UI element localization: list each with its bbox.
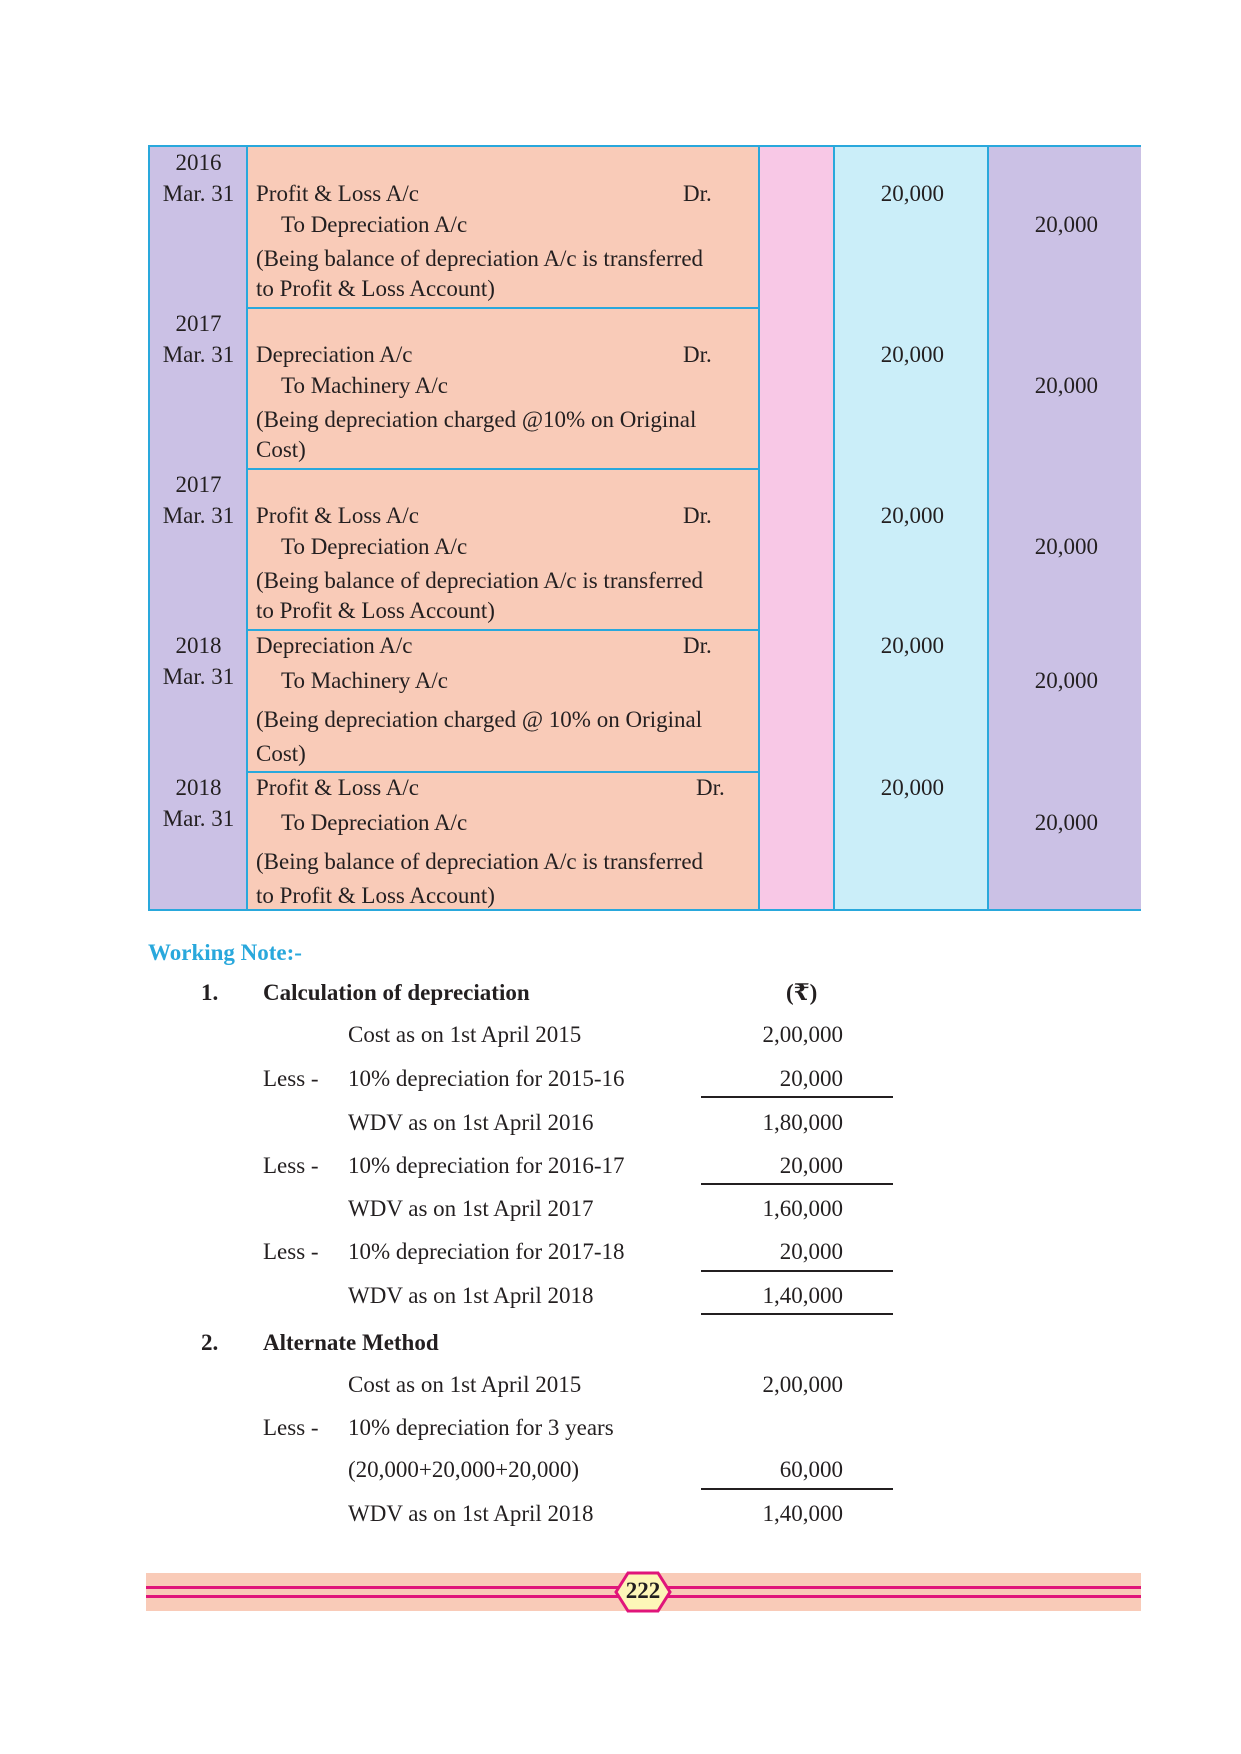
subtotal-rule <box>701 1270 893 1272</box>
currency-symbol: (₹) <box>786 980 818 1005</box>
entry-year: 2018 <box>175 775 222 800</box>
section-heading: Alternate Method <box>263 1330 439 1355</box>
entry-year: 2016 <box>175 150 222 175</box>
dr-label: Dr. <box>683 503 712 528</box>
calc-prefix: Less - <box>263 1153 319 1178</box>
working-note-title: Working Note:- <box>148 940 302 965</box>
calc-amount: 20,000 <box>779 1239 843 1264</box>
credit-amount: 20,000 <box>1034 212 1098 237</box>
calc-label: 10% depreciation for 2016-17 <box>348 1153 625 1178</box>
calc-label: WDV as on 1st April 2016 <box>348 1110 594 1135</box>
row-divider <box>247 307 759 309</box>
section-heading: Calculation of depreciation <box>263 980 530 1005</box>
calc-amount: 20,000 <box>779 1153 843 1178</box>
credit-amount: 20,000 <box>1034 668 1098 693</box>
debit-account: Depreciation A/c <box>256 633 413 658</box>
dr-label: Dr. <box>696 775 725 800</box>
narration: (Being balance of depreciation A/c is transferred <box>256 849 704 874</box>
narration: (Being balance of depreciation A/c is transferred <box>256 568 704 593</box>
column-divider <box>987 147 989 909</box>
dr-label: Dr. <box>683 633 712 658</box>
narration: to Profit & Loss Account) <box>256 883 495 908</box>
lf-column <box>759 147 834 909</box>
narration: (Being balance of depreciation A/c is transferred <box>256 246 704 271</box>
debit-account: Profit & Loss A/c <box>256 181 419 206</box>
calc-label: WDV as on 1st April 2018 <box>348 1283 594 1308</box>
debit-account: Depreciation A/c <box>256 342 413 367</box>
calc-amount: 1,60,000 <box>762 1196 843 1221</box>
entry-date: Mar. 31 <box>162 503 235 528</box>
credit-account: To Depreciation A/c <box>281 810 468 835</box>
narration: Cost) <box>256 437 306 462</box>
calc-label: Cost as on 1st April 2015 <box>348 1372 582 1397</box>
credit-account: To Depreciation A/c <box>281 212 468 237</box>
entry-date: Mar. 31 <box>162 181 235 206</box>
entry-date: Mar. 31 <box>162 664 235 689</box>
dr-label: Dr. <box>683 342 712 367</box>
entry-date: Mar. 31 <box>162 806 235 831</box>
section-number: 1. <box>201 980 219 1005</box>
calc-label: Cost as on 1st April 2015 <box>348 1022 582 1047</box>
debit-amount: 20,000 <box>880 503 944 528</box>
calc-amount: 1,40,000 <box>762 1501 843 1526</box>
narration: (Being depreciation charged @ 10% on Original <box>256 707 703 732</box>
entry-year: 2017 <box>175 311 222 336</box>
calc-amount: 2,00,000 <box>762 1372 843 1397</box>
debit-amount: 20,000 <box>880 775 944 800</box>
journal-table <box>148 145 1141 911</box>
entry-date: Mar. 31 <box>162 342 235 367</box>
credit-amount: 20,000 <box>1034 810 1098 835</box>
credit-column <box>988 147 1141 909</box>
subtotal-rule <box>701 1488 893 1490</box>
dr-label: Dr. <box>683 181 712 206</box>
calc-amount: 60,000 <box>779 1457 843 1482</box>
credit-amount: 20,000 <box>1034 373 1098 398</box>
calc-prefix: Less - <box>263 1415 319 1440</box>
calc-label: 10% depreciation for 3 years <box>348 1415 614 1440</box>
entry-year: 2018 <box>175 633 222 658</box>
calc-prefix: Less - <box>263 1066 319 1091</box>
narration: to Profit & Loss Account) <box>256 276 495 301</box>
credit-amount: 20,000 <box>1034 534 1098 559</box>
page-number: 222 <box>625 1578 661 1603</box>
total-rule <box>701 1313 893 1315</box>
column-divider <box>758 147 760 909</box>
debit-amount: 20,000 <box>880 342 944 367</box>
credit-account: To Depreciation A/c <box>281 534 468 559</box>
calc-label: WDV as on 1st April 2018 <box>348 1501 594 1526</box>
calc-label: 10% depreciation for 2015-16 <box>348 1066 625 1091</box>
entry-year: 2017 <box>175 472 222 497</box>
calc-prefix: Less - <box>263 1239 319 1264</box>
calc-label: 10% depreciation for 2017-18 <box>348 1239 625 1264</box>
debit-amount: 20,000 <box>880 633 944 658</box>
calc-label: (20,000+20,000+20,000) <box>348 1457 580 1482</box>
calc-amount: 20,000 <box>779 1066 843 1091</box>
section-number: 2. <box>201 1330 219 1355</box>
subtotal-rule <box>701 1183 893 1185</box>
calc-amount: 1,40,000 <box>762 1283 843 1308</box>
subtotal-rule <box>701 1096 893 1098</box>
credit-account: To Machinery A/c <box>281 668 449 693</box>
narration: to Profit & Loss Account) <box>256 598 495 623</box>
debit-amount: 20,000 <box>880 181 944 206</box>
debit-account: Profit & Loss A/c <box>256 503 419 528</box>
narration: (Being depreciation charged @10% on Original <box>256 407 697 432</box>
debit-account: Profit & Loss A/c <box>256 775 419 800</box>
calc-amount: 2,00,000 <box>762 1022 843 1047</box>
credit-account: To Machinery A/c <box>281 373 449 398</box>
narration: Cost) <box>256 741 306 766</box>
calc-amount: 1,80,000 <box>762 1110 843 1135</box>
calc-label: WDV as on 1st April 2017 <box>348 1196 594 1221</box>
row-divider <box>247 468 759 470</box>
